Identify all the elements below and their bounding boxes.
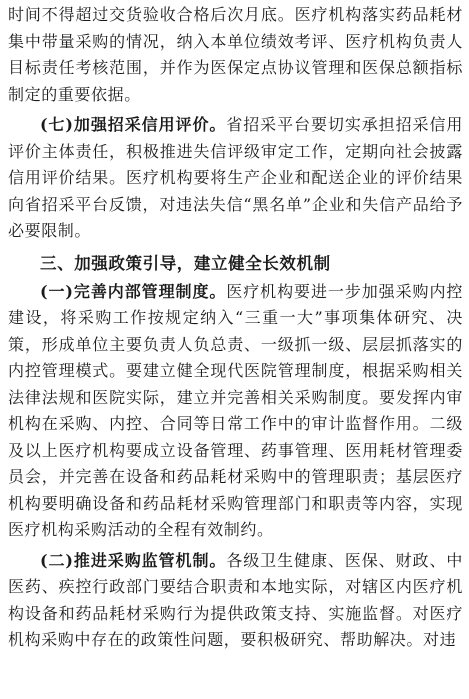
paragraph-supervision-mechanism [8,548,463,654]
paragraph-body: 省招采平台要切实承担招采信用评价主体责任，积极推进失信评级审定工作，定期向社会披露信用评价结果。医疗机构要将生产企业和配送企业的评价结果向省招采平台反馈，对违法失信“黑名单”企业和失信产品给予必要限制。 [8,115,464,240]
paragraph-lead: (七)加强招采信用评价。 [40,115,227,134]
paragraph-body: 医疗机构要进一步加强采购内控建设，将采购工作按规定纳入“三重一大”事项集体研究、决策，形成单位主要负责人负总责、一级抓一级、层层抓落实的内控管理模式。要建立健全现代医院管理制度，根据采购相关法律法规和医院实际，建立并完善相关采购制度。要发挥内审机构在采购、内控、合同等日常工作中的审计监督作用。二级及以上医疗机构要成立设备管理、药事管理、医用耗材管理委员会，并完善在设备和药品耗材采购中的管理职责；基层医疗机构要明确设备和药品耗材采购管理部门和职责等内容，实现医疗机构采购活动的全程有效制约。 [8,281,464,539]
paragraph-body: 各级卫生健康、医保、财政、中医药、疾控行政部门要结合职责和本地实际，对辖区内医疗机构设备和药品耗材采购行为提供政策支持、实施监督。对医疗机构采购中存在的政策性问题，要积极研究、帮助解决。对违 [8,550,464,649]
paragraph-internal-management [8,279,463,544]
paragraph-credit-evaluation [8,112,463,245]
paragraph-lead: (二)推进采购监管机制。 [40,550,227,570]
section-heading: 三、加强政策引导，建立健全长效机制 [40,253,331,273]
paragraph-lead: (一)完善内部管理制度。 [40,281,227,301]
paragraph-continuation: 时间不得超过交货验收合格后次月底。医疗机构落实药品耗材集中带量采购的情况，纳入本单位绩效考评、医疗机构负责人目标责任考核范围，并作为医保定点协议管理和医保总额指标制定的重要依据。 [8,5,463,104]
